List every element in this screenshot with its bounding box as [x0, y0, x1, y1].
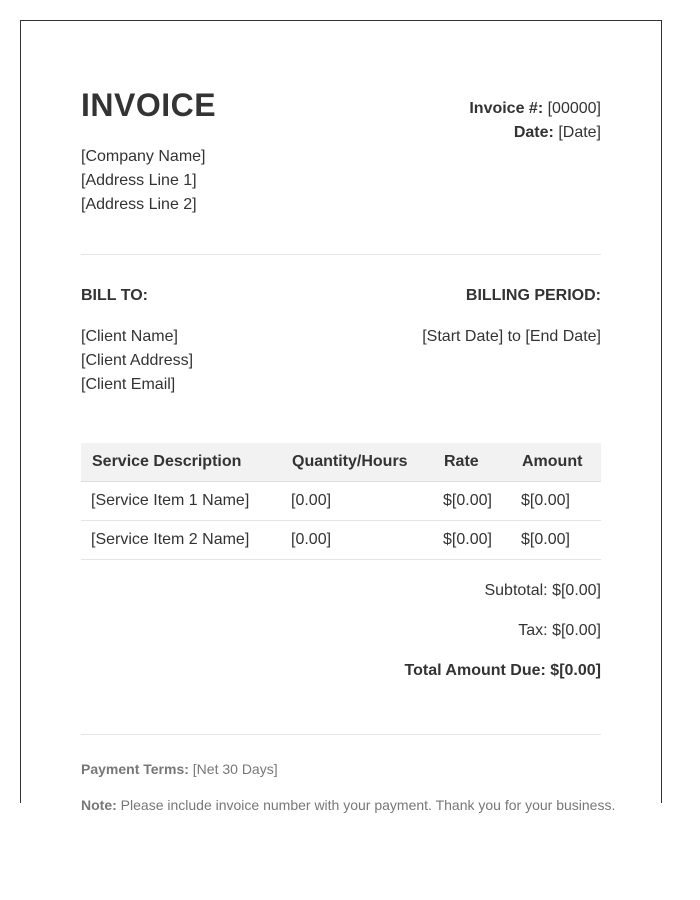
service-amount: $[0.00] [511, 482, 601, 521]
payment-note [81, 795, 615, 815]
header-divider [81, 254, 601, 255]
column-header-description: Service Description [81, 443, 281, 482]
payment-terms [81, 759, 278, 779]
service-quantity: [0.00] [281, 521, 433, 560]
company-block [81, 145, 206, 217]
client-name: [Client Name] [81, 328, 178, 345]
company-name: [Company Name] [81, 148, 206, 165]
table-header-row [81, 443, 601, 482]
service-rate: $[0.00] [433, 521, 511, 560]
column-header-quantity: Quantity/Hours [281, 443, 433, 482]
bill-to-heading: BILL TO: [81, 287, 148, 304]
service-quantity: [0.00] [281, 482, 433, 521]
service-amount: $[0.00] [511, 521, 601, 560]
column-header-rate: Rate [433, 443, 511, 482]
total-amount-due: Total Amount Due: $[0.00] [404, 662, 601, 679]
invoice-title: INVOICE [81, 87, 217, 123]
subtotal: Subtotal: $[0.00] [484, 582, 601, 599]
service-description: [Service Item 1 Name] [81, 482, 281, 521]
table-row [81, 482, 601, 521]
service-description: [Service Item 2 Name] [81, 521, 281, 560]
invoice-number-label: Invoice #: [469, 100, 544, 117]
invoice-meta [469, 97, 601, 145]
billing-period-heading: BILLING PERIOD: [465, 287, 601, 304]
invoice-page [20, 20, 662, 813]
invoice-date-label: Date: [513, 124, 554, 141]
client-block [81, 325, 193, 397]
invoice-date [469, 121, 601, 145]
payment-terms-value: [Net 30 Days] [192, 761, 278, 777]
company-address-line-1: [Address Line 1] [81, 172, 197, 189]
invoice-number [469, 97, 601, 121]
client-address: [Client Address] [81, 352, 194, 369]
invoice-date-value: [Date] [558, 124, 601, 141]
note-label: Note: [81, 797, 117, 813]
billing-period-value: [Start Date] to [End Date] [422, 328, 601, 345]
table-row [81, 521, 601, 560]
note-text: Please include invoice number with your payment. Thank you for your business. [120, 797, 616, 813]
column-header-amount: Amount [511, 443, 601, 482]
payment-terms-label: Payment Terms: [81, 761, 189, 777]
services-table [81, 443, 601, 560]
footer-divider [81, 734, 601, 735]
invoice-number-value: [00000] [547, 100, 601, 117]
client-email: [Client Email] [81, 376, 176, 393]
tax: Tax: $[0.00] [518, 622, 601, 639]
company-address-line-2: [Address Line 2] [81, 196, 197, 213]
service-rate: $[0.00] [433, 482, 511, 521]
totals-block [405, 579, 601, 699]
